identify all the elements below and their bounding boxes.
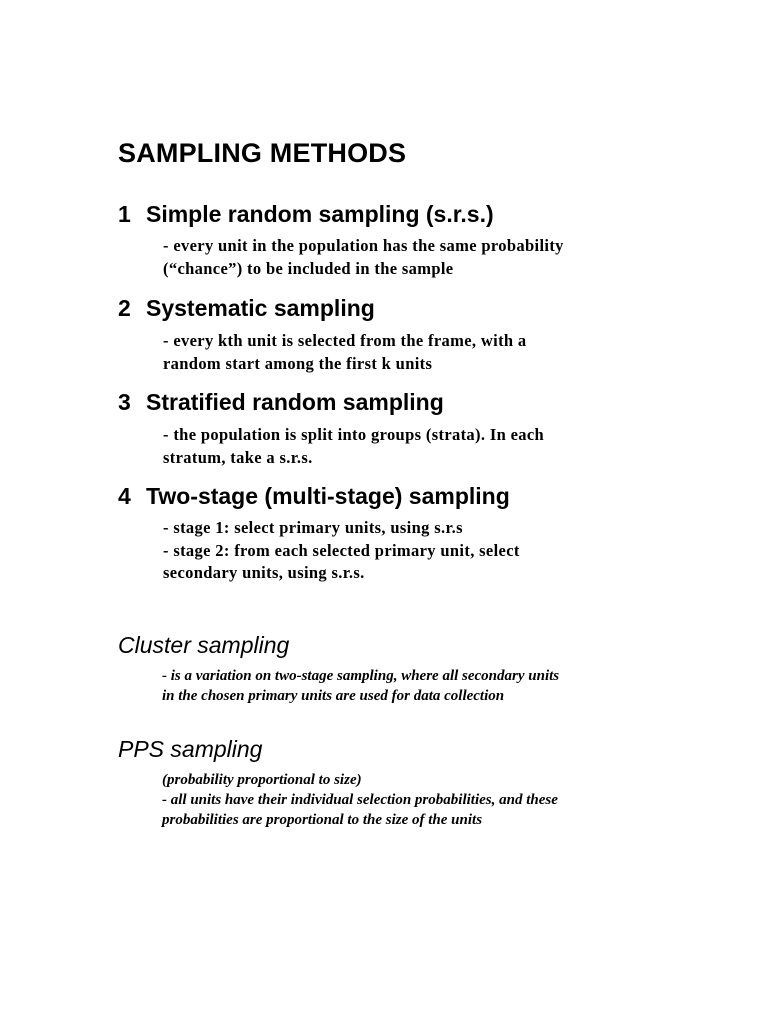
- method-4-line-2: - stage 2: from each selected primary unit, select: [163, 540, 520, 560]
- method-4-line-3: secondary units, using s.r.s.: [163, 563, 365, 582]
- pps-line-2: - all units have their individual selection probabilities, and these: [162, 792, 558, 808]
- method-3-number: 3: [118, 389, 131, 415]
- method-1-line-2: (“chance”) to be included in the sample: [163, 258, 454, 278]
- cluster-sampling-description: [162, 666, 559, 706]
- method-2-number: 2: [118, 295, 131, 321]
- method-4-number: 4: [118, 483, 131, 509]
- method-2-description: [163, 330, 527, 375]
- method-1-line-1: - every unit in the population has the same probability: [163, 236, 564, 255]
- method-1-title: Simple random sampling (s.r.s.): [146, 201, 494, 227]
- method-1-description: [163, 235, 564, 280]
- method-4-description: [163, 517, 520, 585]
- method-1-heading: [118, 200, 494, 228]
- method-4-heading: [118, 482, 510, 510]
- pps-sampling-description: [162, 770, 558, 830]
- method-3-title: Stratified random sampling: [146, 389, 444, 415]
- method-3-line-1: - the population is split into groups (strata). In each: [163, 425, 545, 444]
- method-3-heading: [118, 388, 444, 416]
- method-2-title: Systematic sampling: [146, 295, 375, 321]
- page-title: SAMPLING METHODS: [118, 138, 407, 168]
- method-1-number: 1: [118, 201, 131, 227]
- method-2-heading: [118, 294, 375, 322]
- method-2-line-2: random start among the first k units: [163, 353, 433, 373]
- cluster-line-1: - is a variation on two-stage sampling, where all secondary units: [162, 668, 560, 684]
- pps-line-3: probabilities are proportional to the size of the units: [162, 812, 483, 828]
- pps-sampling-heading: PPS sampling: [118, 736, 263, 762]
- method-3-description: [163, 424, 544, 469]
- method-2-line-1: - every kth unit is selected from the frame, with a: [163, 331, 527, 350]
- method-4-line-1: - stage 1: select primary units, using s.r.s: [163, 518, 463, 537]
- pps-line-1: (probability proportional to size): [162, 772, 362, 788]
- method-4-title: Two-stage (multi-stage) sampling: [146, 483, 510, 509]
- cluster-sampling-heading: Cluster sampling: [118, 632, 290, 658]
- method-3-line-2: stratum, take a s.r.s.: [163, 447, 313, 467]
- cluster-line-2: in the chosen primary units are used for data collection: [162, 688, 505, 704]
